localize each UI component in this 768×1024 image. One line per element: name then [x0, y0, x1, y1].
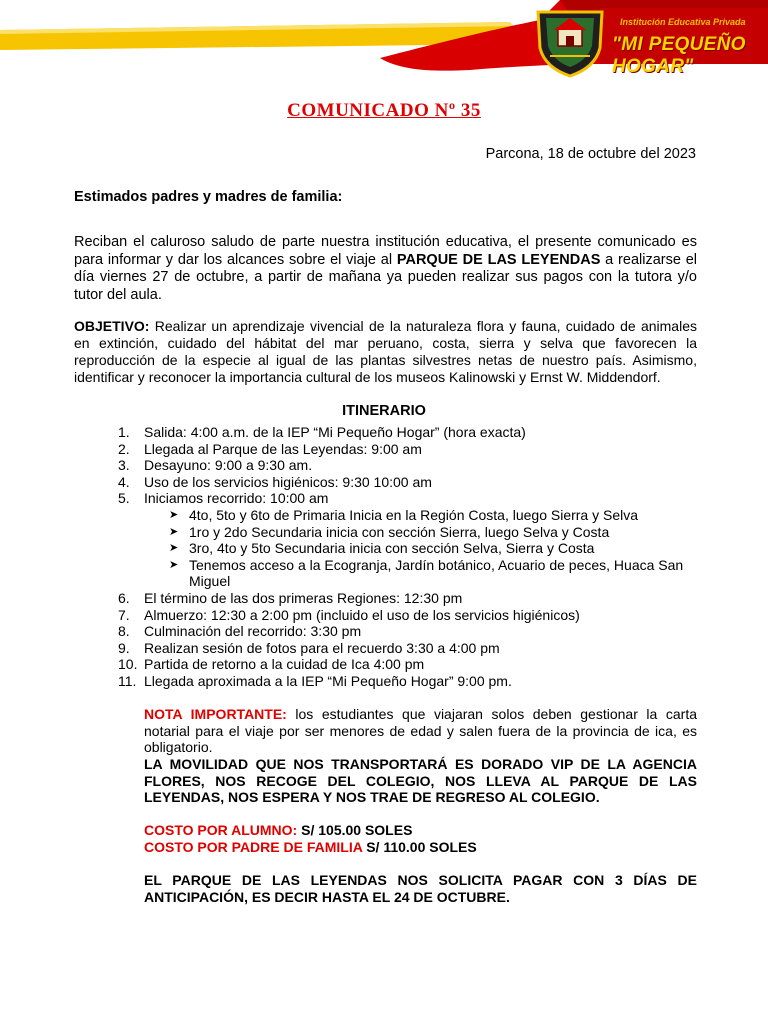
objective-paragraph [74, 318, 697, 386]
itinerary-title-text: ITINERARIO [342, 403, 426, 419]
list-item [118, 607, 718, 624]
sub-item-text: 4to, 5to y 6to de Primaria Inicia en la Región Costa, luego Sierra y Selva [189, 506, 639, 523]
arrow-bullet-icon: ➤ [169, 558, 179, 571]
item-number: 5. [118, 490, 130, 507]
cost-value: S/ 105.00 SOLES [297, 822, 413, 838]
list-item [118, 673, 718, 690]
sub-list-item [169, 557, 718, 590]
important-note [144, 706, 697, 756]
objective-text: Realizar un aprendizaje vivencial de la naturaleza flora y fauna, cuidado de animales en extinción, cuidado del hábitat del mar peruano, costa, sierra y selva que favorecen la reproducción de la especie al igual de las plantas silvestres netas de nuestro país. Asimismo, identificar y reconocer la importancia cultural de los museos Kalinowski y Ernst W. Middendorf. [74, 318, 697, 385]
intro-text-start: Reciban el caluroso saludo de parte nuestra institución educativa, el presente comunicado es para informar y dar los alcances sobre el viaje al [74, 234, 697, 268]
item-number: 8. [118, 623, 130, 640]
item-number: 6. [118, 589, 130, 606]
cost-line-student [144, 822, 477, 839]
school-name: "MI PEQUEÑO HOGAR" [612, 34, 746, 77]
sub-item-text: Tenemos acceso a la Ecogranja, Jardín botánico, Acuario de peces, Huaca San Miguel [189, 556, 684, 590]
item-text: Llegada al Parque de las Leyendas: 9:00 am [144, 440, 422, 457]
list-item [118, 457, 718, 474]
list-item [118, 623, 718, 640]
item-text: Culminación del recorrido: 3:30 pm [144, 623, 362, 640]
sub-list-item [169, 507, 718, 524]
date-line: Parcona, 18 de octubre del 2023 [485, 146, 696, 162]
item-text: Almuerzo: 12:30 a 2:00 pm (incluido el uso de los servicios higiénicos) [144, 606, 580, 623]
item-number: 1. [118, 424, 130, 440]
transport-notice: LA MOVILIDAD QUE NOS TRANSPORTARÁ ES DORADO VIP DE LA AGENCIA FLORES, NOS RECOGE DEL COLEGIO, NOS LLEVA AL PARQUE DE LAS LEYENDAS, NOS ESPERA Y NOS TRAE DE REGRESO AL COLEGIO. [144, 756, 697, 805]
item-number: 3. [118, 457, 130, 474]
item-number: 9. [118, 639, 130, 656]
important-note-label: NOTA IMPORTANTE: [144, 706, 287, 722]
item-text: Iniciamos recorrido: 10:00 am [144, 490, 329, 507]
item-text: Llegada aproximada a la IEP “Mi Pequeño Hogar” 9:00 pm. [144, 672, 512, 689]
itinerary-list [118, 424, 718, 690]
item-text: Salida: 4:00 a.m. de la IEP “Mi Pequeño Hogar” (hora exacta) [144, 424, 526, 440]
item-number: 2. [118, 440, 130, 457]
list-item [118, 424, 718, 441]
arrow-bullet-icon: ➤ [169, 525, 179, 538]
document-title [0, 100, 768, 122]
school-crest-logo [530, 2, 610, 78]
intro-text-end: a realizarse el día viernes 27 de octubre, a partir de mañana ya pueden realizar sus pagos con la tutora y/o tutor del aula. [74, 251, 697, 303]
item-number: 11. [118, 672, 137, 689]
intro-paragraph [74, 234, 697, 304]
list-item [118, 656, 718, 673]
cost-label: COSTO POR ALUMNO: [144, 822, 298, 838]
item-text: Desayuno: 9:00 a 9:30 am. [144, 457, 313, 474]
payment-deadline-note: EL PARQUE DE LAS LEYENDAS NOS SOLICITA PAGAR CON 3 DÍAS DE ANTICIPACIÓN, ES DECIR HASTA EL 24 DE OCTUBRE. [144, 872, 697, 905]
itinerary-title [0, 403, 768, 419]
item-text: Realizan sesión de fotos para el recuerdo 3:30 a 4:00 pm [144, 639, 500, 656]
arrow-bullet-icon: ➤ [169, 542, 179, 555]
list-item [118, 441, 718, 458]
item-text: Uso de los servicios higiénicos: 9:30 10:00 am [144, 473, 432, 490]
sub-list-item [169, 540, 718, 557]
institution-label: Institución Educativa Privada [620, 17, 746, 27]
important-note-text: los estudiantes que viajaran solos deben gestionar la carta notarial para el viaje por ser menores de edad y salen fuera de la provincia de ica, es obligatorio. [144, 706, 697, 755]
sub-item-text: 3ro, 4to y 5to Secundaria inicia con sección Selva, Sierra y Costa [189, 540, 595, 557]
item-text: El término de las dos primeras Regiones: 12:30 pm [144, 589, 463, 606]
item-number: 7. [118, 606, 130, 623]
sub-item-text: 1ro y 2do Secundaria inicia con sección Sierra, luego Selva y Costa [189, 523, 610, 540]
cost-line-parent [144, 839, 477, 856]
salutation: Estimados padres y madres de familia: [74, 189, 343, 205]
arrow-bullet-icon: ➤ [169, 508, 179, 521]
sub-list-item [169, 524, 718, 541]
intro-highlight: PARQUE DE LAS LEYENDAS [396, 251, 601, 268]
cost-value: S/ 110.00 SOLES [362, 839, 477, 855]
list-item [118, 490, 718, 507]
list-item [118, 590, 718, 607]
item-number: 10. [118, 656, 138, 673]
title-text: COMUNICADO Nº 35 [287, 100, 481, 121]
list-item [118, 474, 718, 491]
cost-block [144, 822, 477, 856]
item-number: 4. [118, 473, 130, 490]
cost-label: COSTO POR PADRE DE FAMILIA [144, 839, 363, 855]
list-item [118, 640, 718, 657]
objective-label: OBJETIVO: [74, 318, 150, 334]
item-text: Partida de retorno a la cuidad de Ica 4:00 pm [144, 656, 425, 673]
